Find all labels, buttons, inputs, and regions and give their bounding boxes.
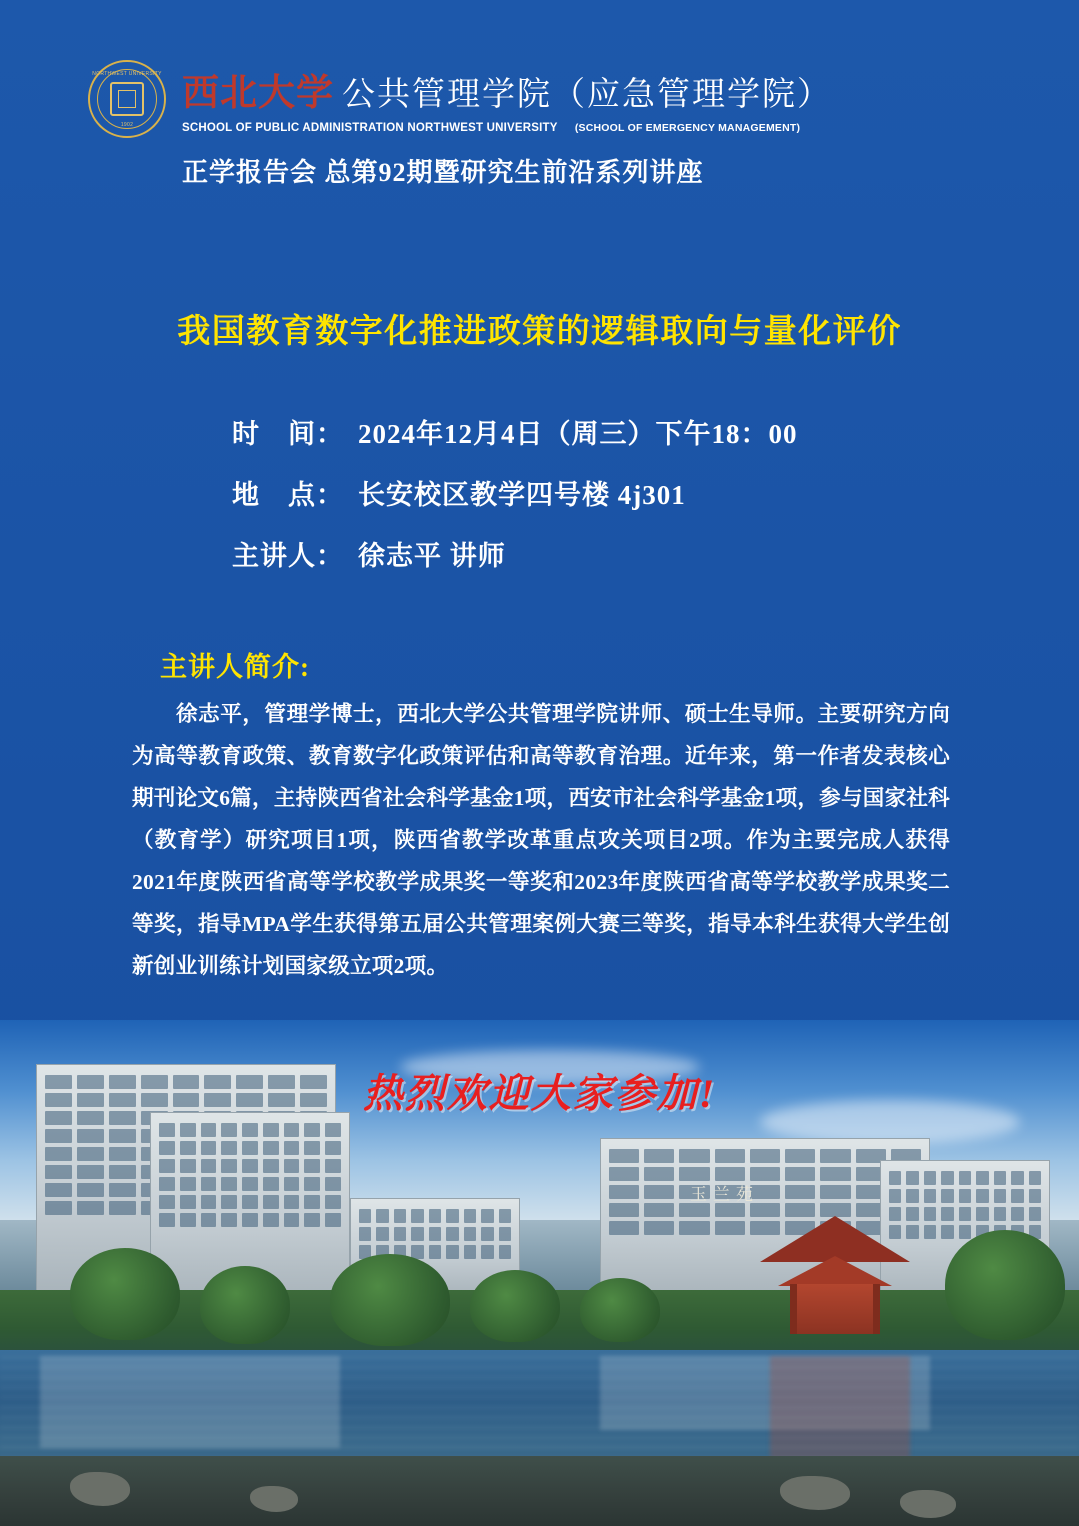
school-name-cn: 公共管理学院（应急管理学院） — [342, 77, 832, 113]
lecture-series-line: 正学报告会 总第92期暨研究生前沿系列讲座 — [182, 158, 704, 187]
university-name-cn: 西北大学 — [182, 73, 334, 114]
lecture-meta — [232, 412, 798, 595]
tree-shape — [945, 1230, 1065, 1340]
meta-row-location — [232, 473, 798, 512]
pavilion-sign-text: 玉兰苑 — [690, 1185, 759, 1204]
tree-shape — [70, 1248, 180, 1340]
cloud-shape — [400, 1050, 700, 1084]
institution-title-block — [182, 56, 832, 134]
speaker-bio-body: 徐志平，管理学博士，西北大学公共管理学院讲师、硕士生导师。主要研究方向为高等教育政策、教育数字化政策评估和高等教育治理。近年来，第一作者发表核心期刊论文6篇，主持陕西省社会科学基金1项，西安市社会科学基金1项，参与国家社科（教育学）研究项目1项，陕西省教学改革重点攻关项目2项。作为主要完成人获得2021年度陕西省高等学校教学成果奖一等奖和2023年度陕西省高等学校教学成果奖二等奖，指导MPA学生获得第五届公共管理案例大赛三等奖，指导本科生获得大学生创新创业训练计划国家级立项2项。 — [132, 702, 950, 978]
tree-shape — [580, 1278, 660, 1342]
institution-name-en — [182, 122, 832, 134]
logo-row — [88, 56, 1008, 138]
campus-photo — [0, 1020, 1079, 1526]
seal-top-text: NORTHWEST UNIVERSITY — [92, 71, 162, 77]
seal-inner-glyph — [110, 82, 144, 116]
meta-value-location: 长安校区教学四号楼 4j301 — [358, 480, 686, 510]
meta-row-time — [232, 412, 798, 451]
lecture-title: 我国教育数字化推进政策的逻辑取向与量化评价 — [177, 314, 902, 350]
speaker-bio-heading: 主讲人简介: — [160, 652, 310, 682]
pavilion-column — [873, 1284, 880, 1334]
meta-row-speaker — [232, 534, 798, 573]
pavilion-roof-lower — [778, 1256, 892, 1286]
tree-shape — [330, 1254, 450, 1346]
seal-bottom-text: 1902 — [120, 122, 134, 128]
chinese-pavilion — [760, 1216, 910, 1336]
meta-label-time: 时 间： — [232, 419, 344, 449]
institution-name-line — [182, 62, 832, 116]
university-seal-icon — [88, 60, 166, 138]
school-name-en-1: SCHOOL OF PUBLIC ADMINISTRATION NORTHWEST UNIVERSITY — [182, 122, 558, 134]
meta-value-speaker: 徐志平 讲师 — [358, 541, 506, 571]
meta-label-location: 地 点： — [232, 480, 344, 510]
tree-shape — [470, 1270, 560, 1342]
pavilion-body — [794, 1284, 876, 1334]
meta-label-speaker: 主讲人： — [232, 541, 344, 571]
meta-value-time: 2024年12月4日（周三）下午18：00 — [358, 419, 798, 449]
tree-shape — [200, 1266, 290, 1344]
poster-header — [88, 56, 1008, 189]
pavilion-column — [790, 1284, 797, 1334]
welcome-slogan-text: 热烈欢迎大家参加! — [362, 1071, 717, 1116]
school-name-en-2: (SCHOOL OF EMERGENCY MANAGEMENT) — [574, 122, 801, 134]
